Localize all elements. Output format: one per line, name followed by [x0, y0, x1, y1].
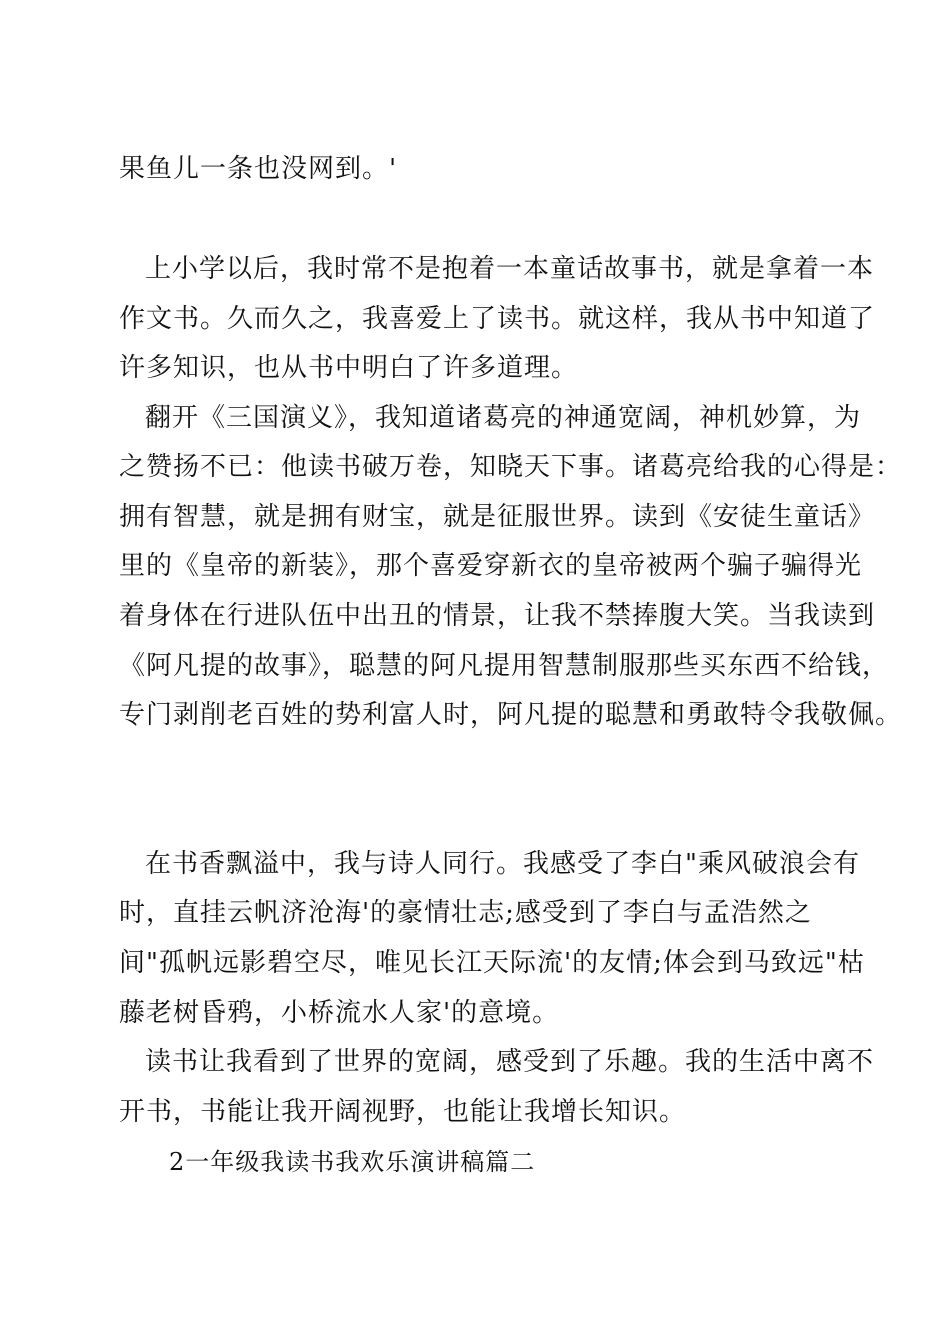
text-line: 时，直挂云帆济沧海'的豪情壮志;感受到了李白与孟浩然之 [119, 898, 812, 928]
text-line: 果鱼儿一条也没网到。' [119, 154, 398, 184]
text-line: 开书，书能让我开阔视野，也能让我增长知识。 [119, 1097, 687, 1127]
text-line: 着身体在行进队伍中出丑的情景，让我不禁捧腹大笑。当我读到 [119, 601, 876, 631]
text-line: 翻开《三国演义》，我知道诸葛亮的神通宽阔，神机妙算，为 [145, 403, 862, 433]
text-line: 之赞扬不已：他读书破万卷，知晓天下事。诸葛亮给我的心得是： [119, 452, 903, 482]
text-line: 作文书。久而久之，我喜爱上了读书。就这样，我从书中知道了 [119, 304, 876, 334]
text-line: 里的《皇帝的新装》，那个喜爱穿新衣的皇帝被两个骗子骗得光 [119, 551, 863, 581]
text-line: 拥有智慧，就是拥有财宝，就是征服世界。读到《安徒生童话》 [119, 502, 876, 532]
text-line: 藤老树昏鸦，小桥流水人家'的意境。 [119, 998, 560, 1028]
text-line: 间"孤帆远影碧空尽，唯见长江天际流'的友情;体会到马致远"枯 [119, 948, 865, 978]
text-line: 许多知识，也从书中明白了许多道理。 [119, 353, 579, 383]
text-line: 专门剥削老百姓的势利富人时，阿凡提的聪慧和勇敢特令我敬佩。 [119, 700, 903, 730]
section-heading: 2一年级我读书我欢乐演讲稿篇二 [169, 1148, 536, 1176]
text-line: 上小学以后，我时常不是抱着一本童话故事书，就是拿着一本 [145, 254, 875, 284]
text-line: 在书香飘溢中，我与诗人同行。我感受了李白"乘风破浪会有 [145, 849, 860, 879]
text-line: 读书让我看到了世界的宽阔，感受到了乐趣。我的生活中离不 [145, 1047, 875, 1077]
text-line: 《阿凡提的故事》，聪慧的阿凡提用智慧制服那些买东西不给钱， [119, 651, 890, 681]
